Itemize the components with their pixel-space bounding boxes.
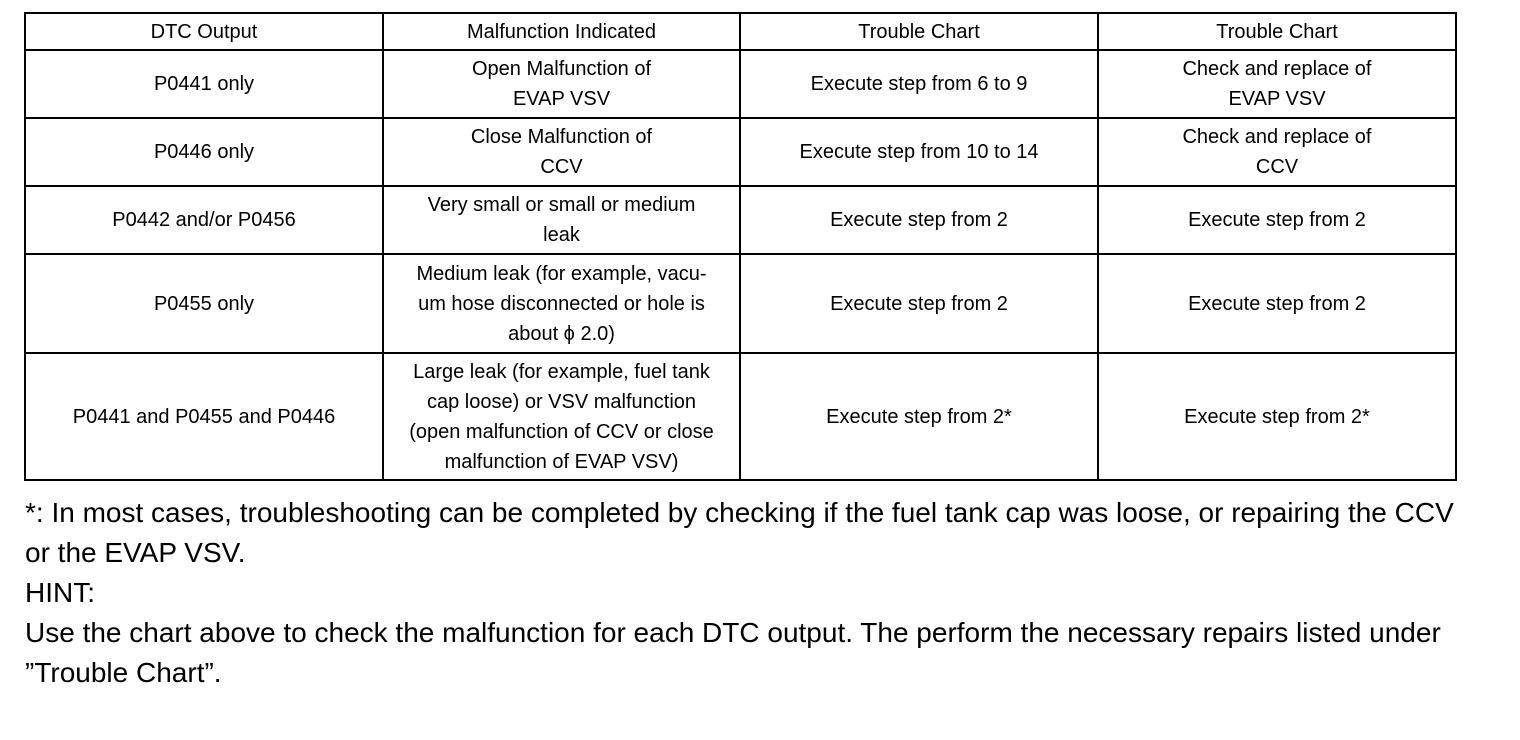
table-row — [25, 186, 1456, 254]
table-row — [25, 254, 1456, 353]
cell-malfunction: Open Malfunction of EVAP VSV — [383, 50, 740, 118]
table-header-row — [25, 13, 1456, 50]
header-malfunction-indicated: Malfunction Indicated — [383, 13, 740, 50]
header-trouble-chart: Trouble Chart — [740, 13, 1098, 50]
table-row — [25, 353, 1456, 480]
cell-dtc-output: P0442 and/or P0456 — [25, 186, 383, 254]
cell-trouble-chart-2: Execute step from 2 — [1098, 254, 1456, 353]
cell-dtc-output: P0446 only — [25, 118, 383, 186]
cell-dtc-output: P0441 and P0455 and P0446 — [25, 353, 383, 480]
cell-malfunction: Very small or small or medium leak — [383, 186, 740, 254]
cell-malfunction: Medium leak (for example, vacu- um hose disconnected or hole is about ϕ 2.0) — [383, 254, 740, 353]
header-trouble-chart-2: Trouble Chart — [1098, 13, 1456, 50]
cell-trouble-chart-2: Check and replace of EVAP VSV — [1098, 50, 1456, 118]
cell-trouble-chart-2: Execute step from 2* — [1098, 353, 1456, 480]
cell-trouble-chart: Execute step from 2* — [740, 353, 1098, 480]
cell-malfunction: Large leak (for example, fuel tank cap loose) or VSV malfunction (open malfunction of CCV or close malfunction of EVAP VSV) — [383, 353, 740, 480]
cell-trouble-chart: Execute step from 2 — [740, 186, 1098, 254]
cell-trouble-chart: Execute step from 2 — [740, 254, 1098, 353]
cell-trouble-chart-2: Execute step from 2 — [1098, 186, 1456, 254]
hint-text: Use the chart above to check the malfunction for each DTC output. The perform the necessary repairs listed under ”Trouble Chart”. — [25, 617, 1441, 688]
dtc-trouble-table — [24, 12, 1457, 481]
cell-dtc-output: P0455 only — [25, 254, 383, 353]
cell-malfunction: Close Malfunction of CCV — [383, 118, 740, 186]
footnote-text: *: In most cases, troubleshooting can be completed by checking if the fuel tank cap was loose, or repairing the CCV or the EVAP VSV. — [25, 497, 1454, 568]
table-row — [25, 118, 1456, 186]
cell-dtc-output: P0441 only — [25, 50, 383, 118]
cell-trouble-chart: Execute step from 6 to 9 — [740, 50, 1098, 118]
cell-trouble-chart: Execute step from 10 to 14 — [740, 118, 1098, 186]
cell-trouble-chart-2: Check and replace of CCV — [1098, 118, 1456, 186]
hint-label: HINT: — [25, 577, 95, 608]
header-dtc-output: DTC Output — [25, 13, 383, 50]
table-row — [25, 50, 1456, 118]
notes-section — [25, 493, 1465, 693]
